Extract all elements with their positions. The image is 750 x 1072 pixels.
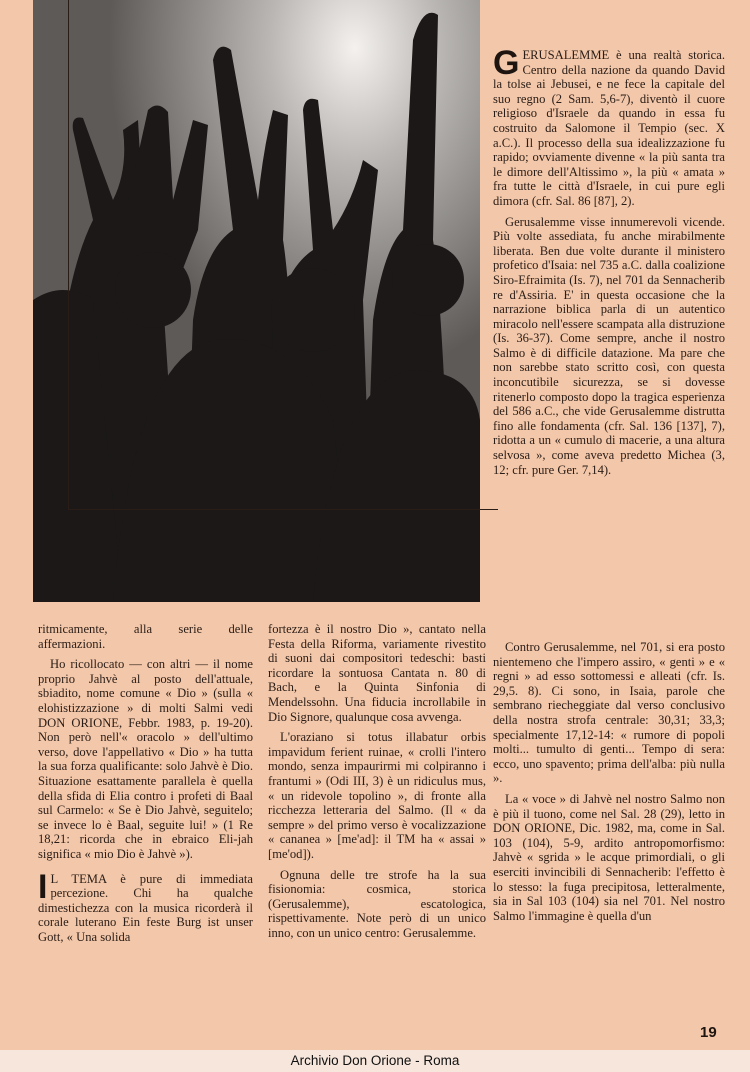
- paragraph: I L TEMA è pure di immediata percezione. Chi ha qualche dimestichezza con la musica ricorderà il corale luterano Ein feste Burg ist unser Gott, « Una solida: [38, 867, 253, 944]
- dropcap: G: [493, 44, 520, 82]
- page-number: 19: [700, 1024, 717, 1041]
- column-2: [268, 622, 486, 946]
- raised-hands-photo-icon: [33, 0, 480, 602]
- paragraph: L'oraziano si totus illabatur orbis impavidum ferient ruinae, « crolli l'intero mondo, senza impaurirmi mi colpiranno i frantumi » (Odi III, 3) è un ridiculus mus, « un ridevole topolino », di fronte alla ricchezza letteraria del Salmo. (Il « da sempre » del primo verso è vocalizzazione « cananea » [me'ad]: il TM ha « assai » [me'od]).: [268, 730, 486, 861]
- paragraph: Contro Gerusalemme, nel 701, si era posto nientemeno che l'impero assiro, « genti » e « regni » ad esso sottomessi e alleati (cfr. Is. 29,5. 8). Ci sono, in Isaia, parole che sembrano riecheggiate dal verso conclusivo della nostra strofa centrale: 30,31; 33,3; specialmente 17,12-14: « rumore di popoli molti... tumulto di genti... Tempo di sera: ecco, uno spavento; prima dell'alba: più nulla ».: [493, 640, 725, 786]
- paragraph: Gerusalemme visse innumerevoli vicende. Più volte assediata, fu anche mirabilmente liberata. Ben due volte durante il ministero profetico d'Isaia: nel 735 a.C. dalla coalizione Siro-Efraimita (Is. 7), nel 701 da Sennacherib re d'Assiria. E' in questa occasione che la narrazione biblica parla di un autentico miracolo nell'essere scampata alla distruzione (Is. 36-37). Come sempre, anche il nostro Salmo è di difficile datazione. Ma pare che non sarebbe stato scritto così, con questa inconcutibile sicurezza, se si dovesse ritenerlo composto dopo la tragica esperienza del 586 a.C., che vide Gerusalemme distrutta fino alle fondamenta (cfr. Sal. 136 [137], 7), ridotta a un « cumulo di macerie, a una altura selvosa », come aveva predetto Michea (3, 12; cfr. pure Ger. 7,14).: [493, 214, 725, 477]
- right-column: [493, 44, 725, 483]
- column-3: [493, 640, 725, 929]
- paragraph: Ho ricollocato — con altri — il nome proprio Jahvè al posto dell'attuale, sbiadito, nome comune « Dio » (sulla « elohistizzazione » di molti Salmi vedi DON ORIONE, Febbr. 1983, p. 19-20). Non però nell'« oracolo » dell'ultimo verso, dove l'appellativo « Dio » ha tutta la sua forza qualificante: solo Jahvè è Dio. Situazione esattamente parallela è quella della sfida di Elia contro i profeti di Baal sul Carmelo: « Se è Dio Jahvè, seguitelo; se invece lo è Baal, seguite lui! » (1 Re 18,21: ricorda che in ebraico Eli-jah significa « mio Dio è Jahvè »).: [38, 657, 253, 861]
- paragraph: ritmicamente, alla serie delle affermazioni.: [38, 622, 253, 651]
- dropcap: I: [38, 867, 48, 906]
- paragraph: GERUSALEMME è una realtà storica. Centro della nazione da quando David la tolse ai Jebusei, e ne fece la capitale del suo regno (2 Sam. 5,6-7), diventò il cuore religioso d'Israele da quando in essa fu costruito da Salomone il Tempio (sec. X a.C.). Il processo della sua idealizzazione fu rapido; ovviamente divenne « la più santa tra le dimore dell'Altissimo », la più « amata » fra tutte le città d'Israele, in cui pure egli dimora (cfr. Sal. 86 [87], 2).: [493, 44, 725, 208]
- frame-line-horizontal: [68, 509, 498, 510]
- paragraph: La « voce » di Jahvè nel nostro Salmo non è più il tuono, come nel Sal. 28 (29), letto in DON ORIONE, Dic. 1982, ma, come in Sal. 103 (104), 5-9, ardito antropomorfismo: Jahvè « sgrida » le acque primordiali, o gli eserciti invincibili di Sennacherib: l'effetto è lo stesso: la fuga precipitosa, letteralmente, sia in Sal 103 (104) sia nel 701. Nel nostro Salmo l'immagine è quella d'un: [493, 791, 725, 923]
- frame-line-vertical: [68, 0, 69, 510]
- paragraph: Ognuna delle tre strofe ha la sua fisionomia: cosmica, storica (Gerusalemme), escatologica, rispettivamente. Note però di un unico inno, con un unico centro: Gerusalemme.: [268, 867, 486, 940]
- paragraph: fortezza è il nostro Dio », cantato nella Festa della Riforma, variamente rivestito di suoni dai compositori tedeschi: basti ricordare la sontuosa Cantata n. 80 di Bach, e la Quinta Sinfonia di Mendelssohn. Una fiducia incrollabile in Dio Signore, qualunque cosa avvenga.: [268, 622, 486, 724]
- archive-footer: Archivio Don Orione - Roma: [0, 1050, 750, 1072]
- column-1: [38, 622, 253, 950]
